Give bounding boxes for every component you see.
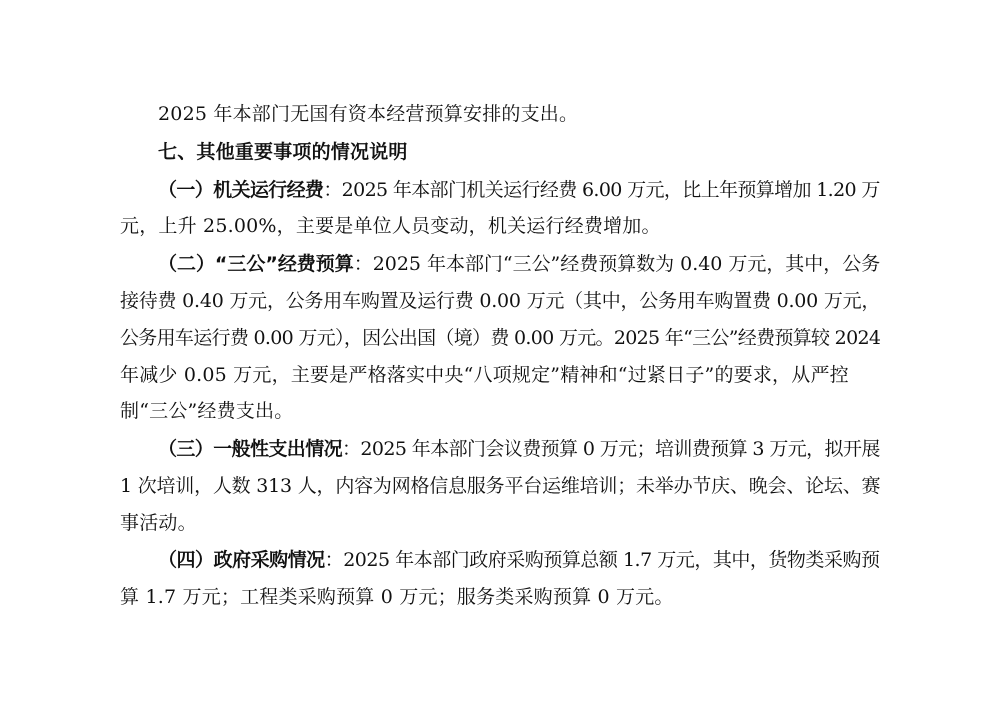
three-public-text: ：2025 年本部门“三公”经费预算数为 0.40 万元，其中，公务 [353,253,881,275]
paragraph-general-expenses-line-1 [158,437,880,461]
paragraph-procurement-line-2: 算 1.7 万元；工程类采购预算 0 万元；服务类采购预算 0 万元。 [120,586,674,608]
paragraph-general-expenses-line-2: 1 次培训，人数 313 人，内容为网格信息服务平台运维培训；未举办节庆、晚会、论坛、赛 [120,475,881,497]
paragraph-three-public-line-1 [158,252,880,276]
general-expenses-text: ：2025 年本部门会议费预算 0 万元；培训费预算 3 万元，拟开展 [342,438,880,460]
paragraph-general-expenses-line-3: 事活动。 [120,512,197,534]
paragraph-three-public-line-4: 年减少 0.05 万元，主要是严格落实中央“八项规定”精神和“过紧日子”的要求，从严控 [120,364,849,386]
heading-government-procurement: （四）政府采购情况 [158,549,325,571]
paragraph-operating-expenses-line-1 [158,178,880,202]
paragraph-procurement-line-1 [158,548,880,572]
paragraph-three-public-line-2: 接待费 0.40 万元，公务用车购置及运行费 0.00 万元（其中，公务用车购置费 0.00 万元， [120,290,881,312]
heading-operating-expenses: （一）机关运行经费 [158,179,324,201]
heading-three-public-budget: （二）“三公”经费预算 [158,253,354,275]
operating-expenses-text: ：2025 年本部门机关运行经费 6.00 万元，比上年预算增加 1.20 万 [323,179,880,201]
section-heading-other-matters: 七、其他重要事项的情况说明 [158,141,408,163]
paragraph-three-public-line-5: 制“三公”经费支出。 [120,400,294,422]
paragraph-operating-expenses-line-2: 元，上升 25.00%，主要是单位人员变动，机关运行经费增加。 [120,215,661,237]
paragraph-state-capital-line: 2025 年本部门无国有资本经营预算安排的支出。 [158,103,579,125]
procurement-text: ：2025 年本部门政府采购预算总额 1.7 万元，其中，货物类采购预 [324,549,880,571]
heading-general-expenses: （三）一般性支出情况 [158,438,343,460]
paragraph-three-public-line-3: 公务用车运行费 0.00 万元），因公出国（境）费 0.00 万元。2025 年“三公”经费预算较 2024 [120,327,881,349]
